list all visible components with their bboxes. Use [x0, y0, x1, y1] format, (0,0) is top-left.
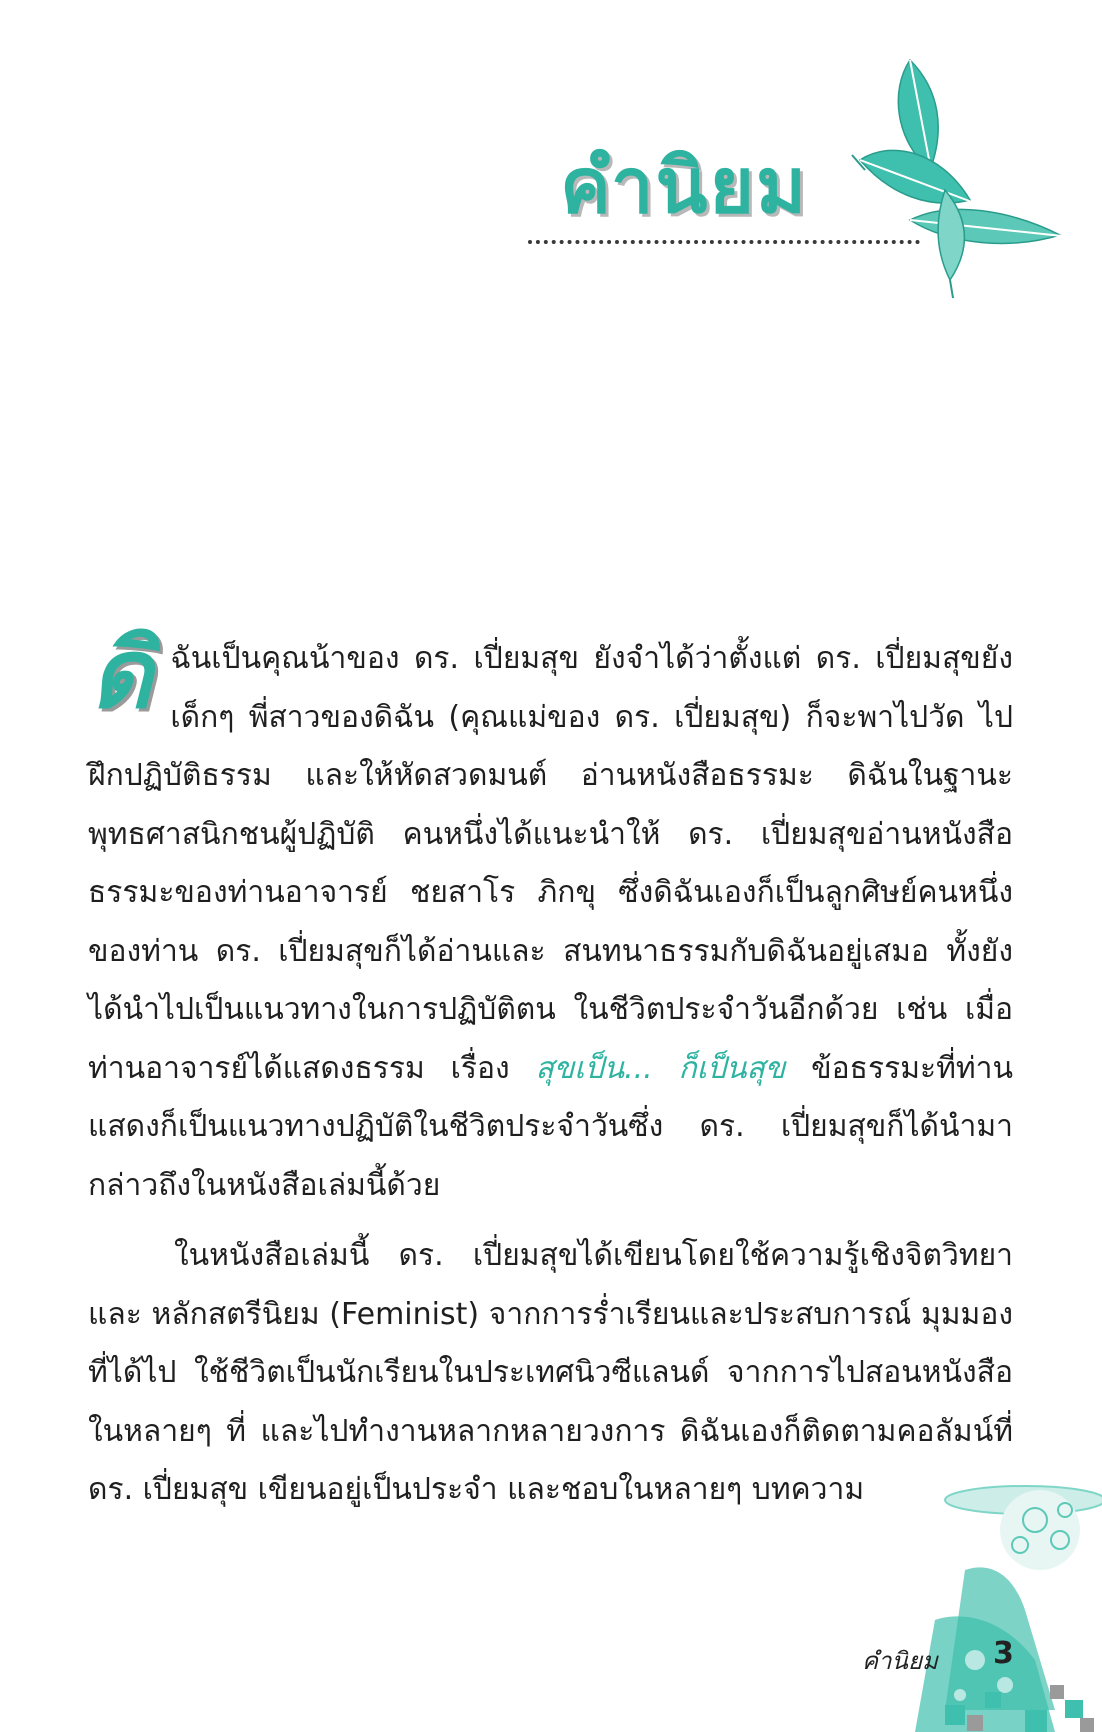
- feather-leaves-icon: [850, 50, 1070, 300]
- drop-cap: ดิ: [90, 618, 153, 730]
- paragraph-1-text-a: ฉันเป็นคุณน้าของ ดร. เปี่ยมสุข ยังจำได้ว่าตั้งแต่ ดร. เปี่ยมสุขยังเด็กๆ พี่สาวของดิฉัน (คุณแม่ของ ดร. เปี่ยมสุข) ก็จะพาไปวัด ไปฝึกปฏิบัติธรรม และให้หัดสวดมนต์ อ่านหนังสือธรรมะ ดิฉันในฐานะพุทธศาสนิกชนผู้ปฏิบัติ คนหนึ่งได้แนะนำให้ ดร. เปี่ยมสุขอ่านหนังสือธรรมะของท่านอาจารย์ ชยสาโร ภิกขุ ซึ่งดิฉันเองก็เป็นลูกศิษย์คนหนึ่งของท่าน ดร. เปี่ยมสุขก็ได้อ่านและ สนทนาธรรมกับดิฉันอยู่เสมอ ทั้งยังได้นำไปเป็นแนวทางในการปฏิบัติตน ในชีวิตประจำวันอีกด้วย เช่น เมื่อท่านอาจารย์ได้แสดงธรรม เรื่อง: [88, 641, 1013, 1086]
- body-text: [88, 618, 1013, 1520]
- woman-with-flowers-icon: [905, 1460, 1102, 1732]
- highlighted-title: สุขเป็น... ก็เป็นสุข: [535, 1050, 786, 1086]
- footer-section-label: คำนิยม: [862, 1647, 938, 1675]
- paragraph-1: [88, 618, 1013, 1215]
- page-number: 3: [993, 1636, 1014, 1671]
- paragraph-1-text-b: ข้อธรรมะที่ท่านแสดงก็เป็นแนวทางปฏิบัติในชีวิตประจำวันซึ่ง ดร. เปี่ยมสุขก็ได้นำมากล่าวถึงในหนังสือเล่มนี้ด้วย: [88, 1050, 1013, 1203]
- paragraph-2: ในหนังสือเล่มนี้ ดร. เปี่ยมสุขได้เขียนโดยใช้ความรู้เชิงจิตวิทยาและ หลักสตรีนิยม (Feminist) จากการร่ำเรียนและประสบการณ์ มุมมองที่ได้ไป ใช้ชีวิตเป็นนักเรียนในประเทศนิวซีแลนด์ จากการไปสอนหนังสือในหลายๆ ที่ และไปทำงานหลากหลายวงการ ดิฉันเองก็ติดตามคอลัมน์ที่ ดร. เปี่ยมสุข เขียนอยู่เป็นประจำ และชอบในหลายๆ บทความ: [88, 1238, 1013, 1507]
- page-title: คำนิยม: [560, 141, 809, 230]
